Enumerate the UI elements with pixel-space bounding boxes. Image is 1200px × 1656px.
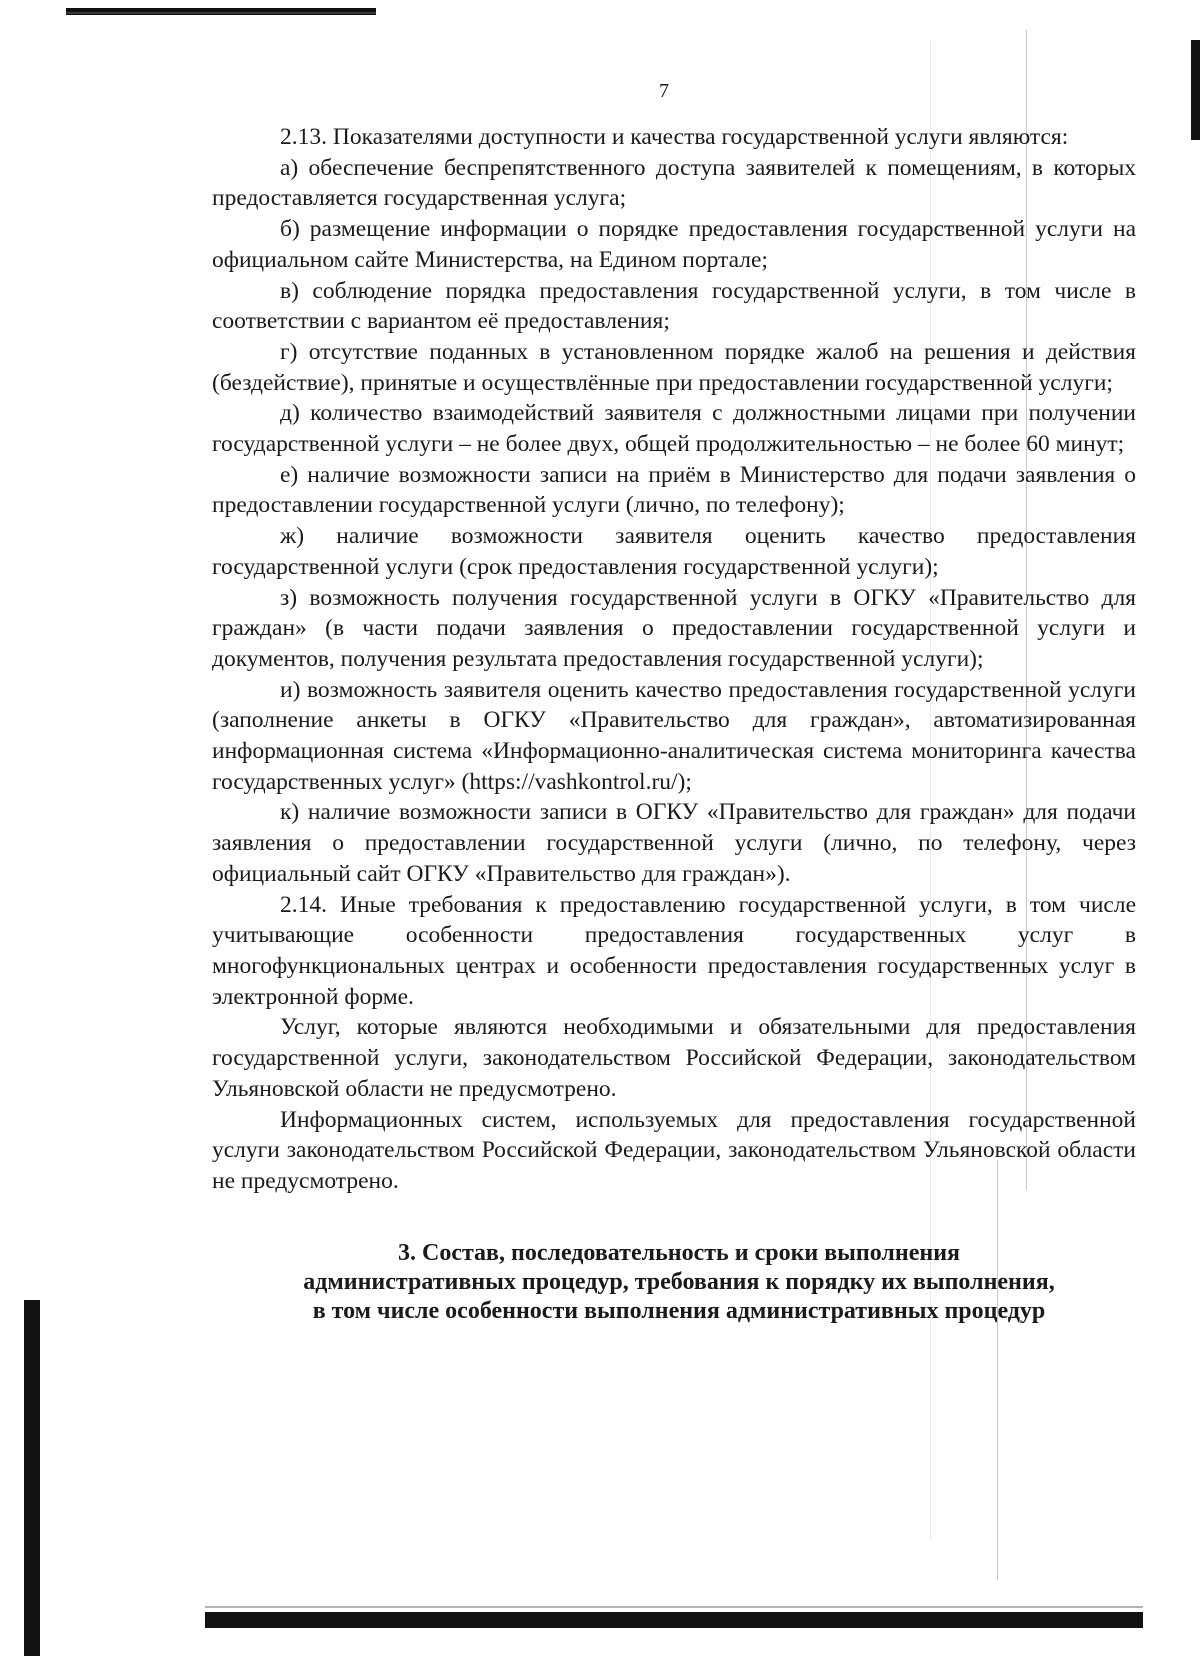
- list-item-v: в) соблюдение порядка предоставления государственной услуги, в том числе в соответствии с вариантом её предоставления;: [212, 277, 1136, 335]
- list-item-a: а) обеспечение беспрепятственного доступа заявителей к помещениям, в которых предоставляется государственная услуга;: [212, 154, 1136, 212]
- scan-artifact-left: [24, 1300, 40, 1656]
- scan-artifact-bottom-thin: [205, 1606, 1143, 1608]
- heading-line-1: 3. Состав, последовательность и сроки выполнения: [397, 1239, 961, 1266]
- heading-line-3: в том числе особенности выполнения административных процедур: [312, 1297, 1046, 1324]
- scan-artifact-bottom: [205, 1612, 1143, 1628]
- scan-artifact-top-thin: [66, 12, 376, 14]
- list-item-i: и) возможность заявителя оценить качество предоставления государственной услуги (заполнение анкеты в ОГКУ «Правительство для граждан», автоматизированная информационная система «Информационно-аналитическая система мониторинга качества государственных услуг» (https://vashkontrol.ru/);: [212, 676, 1136, 795]
- list-item-b: б) размещение информации о порядке предоставления государственной услуги на официальном сайте Министерства, на Едином портале;: [212, 216, 1136, 273]
- document-body: [212, 122, 1136, 1326]
- list-item-k: к) наличие возможности записи в ОГКУ «Правительство для граждан» для подачи заявления о предоставлении государственной услуги (лично, по телефону, через официальный сайт ОГКУ «Правительство для граждан»).: [212, 799, 1136, 887]
- heading-line-2: административных процедур, требования к порядку их выполнения,: [303, 1268, 1055, 1295]
- list-item-e: е) наличие возможности записи на приём в Министерство для подачи заявления о предоставлении государственной услуги (лично, по телефону);: [212, 461, 1136, 519]
- paragraph-2-13: 2.13. Показателями доступности и качества государственной услуги являются:: [280, 124, 1069, 150]
- list-item-z: з) возможность получения государственной услуги в ОГКУ «Правительство для граждан» (в части подачи заявления о предоставлении государственной услуги и документов, получения результата предоставления государственной услуги);: [212, 584, 1136, 672]
- paragraph-services: Услуг, которые являются необходимыми и обязательными для предоставления государственной услуги, законодательством Российской Федерации, законодательством Ульяновской области не предусмотрено.: [212, 1014, 1136, 1102]
- list-item-g: г) отсутствие поданных в установленном порядке жалоб на решения и действия (бездействие), принятые и осуществлённые при предоставлении государственной услуги;: [212, 338, 1136, 396]
- paragraph-2-14: 2.14. Иные требования к предоставлению государственной услуги, в том числе учитывающие особенности предоставления государственных услуг в многофункциональных центрах и особенности предоставления государственных услуг в электронной форме.: [212, 891, 1136, 1010]
- page-number: 7: [659, 80, 669, 102]
- paragraph-info-systems: Информационных систем, используемых для предоставления государственной услуги законодательством Российской Федерации, законодательством Ульяновской области не предусмотрено.: [212, 1106, 1136, 1194]
- list-item-zh: ж) наличие возможности заявителя оценить качество предоставления государственной услуги (срок предоставления государственной услуги);: [212, 523, 1136, 580]
- list-item-d: д) количество взаимодействий заявителя с должностными лицами при получении государственной услуги – не более двух, общей продолжительностью – не более 60 минут;: [212, 400, 1136, 458]
- section-3-heading: [212, 1239, 1136, 1326]
